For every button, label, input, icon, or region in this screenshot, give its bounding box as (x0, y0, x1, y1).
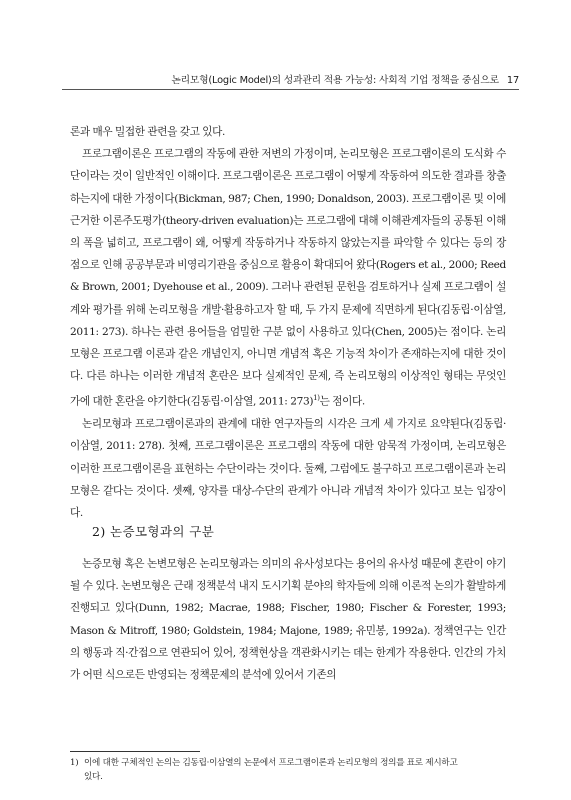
footnote-text: 이에 대한 구체적인 논의는 김동립·이삼열의 논문에서 프로그램이론과 논리모형의 정의를 표로 제시하고 (84, 758, 458, 768)
page-number: 17 (506, 75, 519, 86)
footnote-continuation: 있다. (84, 772, 103, 782)
paragraph-program-theory-tail: 는 점이다. (319, 395, 365, 408)
section-title: 2) 논증모형과의 구분 (92, 524, 215, 539)
footnote-ref: 1) (313, 394, 320, 403)
body-text-bottom (70, 553, 506, 686)
footnote-rule (70, 751, 200, 752)
running-header (60, 72, 519, 86)
paragraph-program-theory (70, 143, 506, 413)
paragraph-relationship: 논리모형과 프로그램이론과의 관계에 대한 연구자들의 시각은 크게 세 가지로 요약된다(김동립·이삼열, 2011: 278). 첫째, 프로그램이론은 프로그램의 작동에 대한 암묵적 가정이며, 논리모형은 이러한 프로그램이론을 표현하는 수단이라는 것이다. 둘째, 그럼에도 불구하고 프로그램이론과 논리모형은 같다는 것이다. 셋째, 양자를 대상-수단의 관계가 아니라 개념적 차이가 있다고 보는 입장이다. (70, 418, 506, 519)
footnote-number: 1) (70, 758, 79, 768)
body-text-top (70, 121, 506, 524)
paragraph-continuation: 론과 매우 밀접한 관련을 갖고 있다. (70, 126, 225, 138)
paragraph-argument-model: 논증모형 혹은 논변모형은 논리모형과는 의미의 유사성보다는 용어의 유사성 때문에 혼란이 야기될 수 있다. 논변모형은 근래 정책분석 내지 도시기획 분야의 학자들에 의해 이론적 논의가 활발하게 진행되고 있다(Dunn, 1982; Macrae, 1988; Fischer, 1980; Fischer & Forester, 1993; Mason & Mitroff, 1980; Goldstein, 1984; Majone, 1989; 유민봉, 1992a). 정책연구는 인간의 행동과 직·간접으로 연관되어 있어, 정책현상을 객관화시키는 데는 한계가 작용한다. 인간의 가치가 어떤 식으로든 반영되는 정책문제의 분석에 있어서 기존의 (70, 558, 506, 682)
paragraph-program-theory-text: 프로그램이론은 프로그램의 작동에 관한 저변의 가정이며, 논리모형은 프로그램이론의 도식화 수단이라는 것이 일반적인 이해이다. 프로그램이론은 프로그램이 어떻게 작동하여 의도한 결과를 창출하는지에 대한 가정이다(Bickman, 987; Chen, 1990; Donaldson, 2003). 프로그램이론 및 이에 근거한 이론주도평가(theory-driven evaluation)는 프로그램에 대해 이해관계자들의 공통된 이해의 폭을 넓히고, 프로그램이 왜, 어떻게 작동하거나 작동하지 않았는지를 파악할 수 있다는 등의 장점으로 인해 공공부문과 비영리기관을 중심으로 활용이 확대되어 왔다(Rogers et al., 2000; Reed & Brown, 2001; Dyehouse et al., 2009). 그러나 관련된 문헌을 검토하거나 실제 프로그램이 설계와 평가를 위해 논리모형을 개발·활용하고자 할 때, 두 가지 문제에 직면하게 된다(김동립·이삼열, 2011: 273). 하나는 관련 용어들을 엄밀한 구분 없이 사용하고 있다(Chen, 2005)는 점이다. 논리모형은 프로그램 이론과 같은 개념인지, 아니면 개념적 혹은 기능적 차이가 존재하는지에 대한 것이다. 다른 하나는 이러한 개념적 혼란은 보다 실제적인 문제, 즉 논리모형의 이상적인 형태는 무엇인가에 대한 혼란을 야기한다(김동립·이삼열, 2011: 273) (70, 148, 506, 408)
header-rule (62, 89, 519, 90)
footnote (70, 756, 506, 784)
running-title: 논리모형(Logic Model)의 성과관리 적용 가능성: 사회적 기업 정책을 중심으로 (171, 75, 499, 86)
